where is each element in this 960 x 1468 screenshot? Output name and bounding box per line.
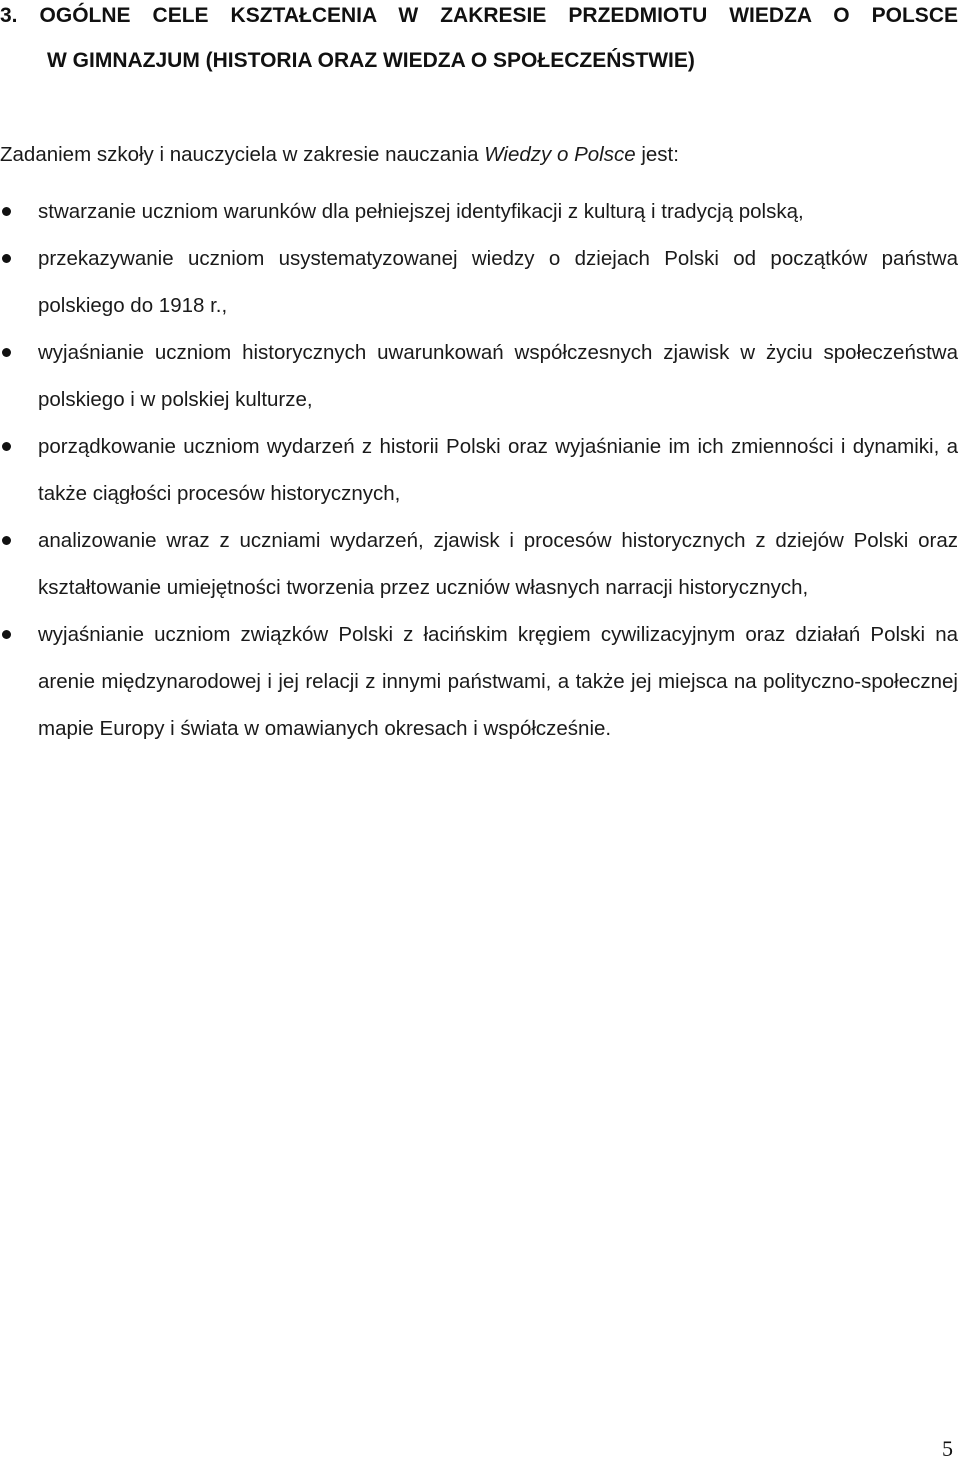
list-item <box>0 611 958 752</box>
list-item <box>0 235 958 329</box>
intro-text-end: jest: <box>635 143 679 166</box>
section-heading-line-1: 3. OGÓLNE CELE KSZTAŁCENIA W ZAKRESIE PRZEDMIOTU WIEDZA O POLSCE <box>0 4 958 27</box>
list-item-text: przekazywanie uczniom usystematyzowanej wiedzy o dziejach Polski od początków państwa polskiego do 1918 r., <box>38 247 958 317</box>
goals-list <box>0 188 958 752</box>
page-number: 5 <box>942 1436 953 1461</box>
intro-paragraph <box>0 141 958 169</box>
list-item-text: wyjaśnianie uczniom związków Polski z łacińskim kręgiem cywilizacyjnym oraz działań Polski na arenie międzynarodowej i jej relacji z innymi państwami, a także jej miejsca na polityczno-społecznej mapie Europy i świata w omawianych okresach i współcześnie. <box>38 623 958 740</box>
list-item-text: wyjaśnianie uczniom historycznych uwarunkowań współczesnych zjawisk w życiu społeczeństwa polskiego i w polskiej kulturze, <box>38 341 958 411</box>
list-item <box>0 423 958 517</box>
list-item-text: stwarzanie uczniom warunków dla pełniejszej identyfikacji z kulturą i tradycją polską, <box>38 200 804 223</box>
list-item-text: porządkowanie uczniom wydarzeń z historii Polski oraz wyjaśnianie im ich zmienności i dynamiki, a także ciągłości procesów historycznych, <box>38 435 958 505</box>
section-heading-line-2: W GIMNAZJUM (HISTORIA ORAZ WIEDZA O SPOŁECZEŃSTWIE) <box>47 49 695 72</box>
list-item <box>0 188 958 235</box>
intro-emphasis: Wiedzy o Polsce <box>484 143 636 166</box>
list-item-text: analizowanie wraz z uczniami wydarzeń, zjawisk i procesów historycznych z dziejów Polski oraz kształtowanie umiejętności tworzenia przez uczniów własnych narracji historycznych, <box>38 529 958 599</box>
list-item <box>0 517 958 611</box>
intro-text: Zadaniem szkoły i nauczyciela w zakresie nauczania <box>0 143 485 166</box>
list-item <box>0 329 958 423</box>
bullet-icon <box>2 348 11 357</box>
bullet-icon <box>2 630 11 639</box>
bullet-icon <box>2 207 11 216</box>
bullet-icon <box>2 254 11 263</box>
bullet-icon <box>2 442 11 451</box>
bullet-icon <box>2 536 11 545</box>
